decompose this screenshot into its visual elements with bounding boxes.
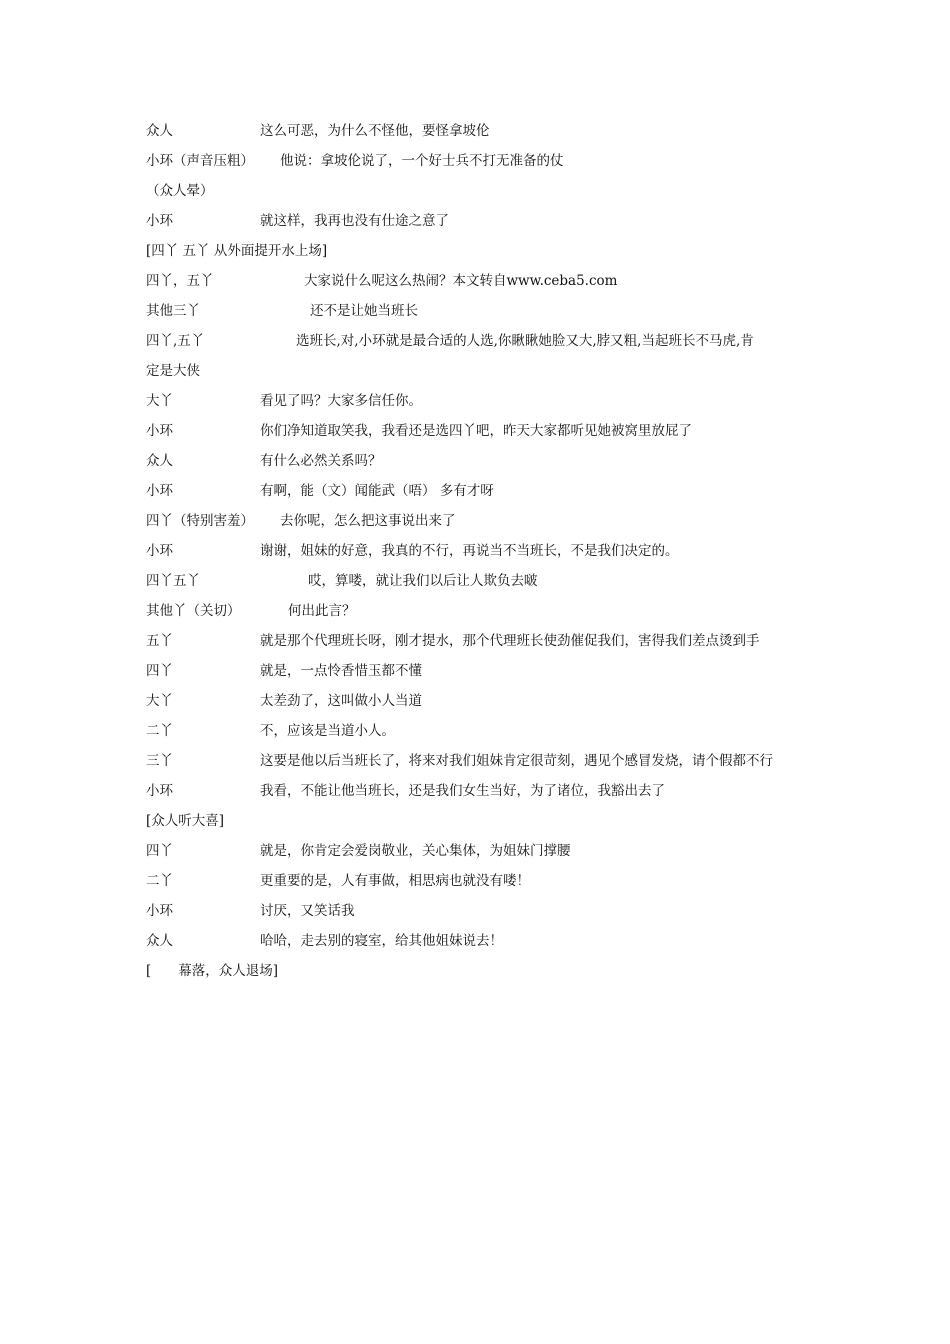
- speaker-name: 小环: [146, 543, 173, 559]
- dialogue-text: 还不是让她当班长: [310, 303, 418, 319]
- script-document: [146, 116, 826, 986]
- dialogue-line: [146, 476, 826, 506]
- dialogue-text: 就是那个代理班长呀，刚才提水，那个代理班长使劲催促我们，害得我们差点烫到手: [260, 633, 760, 649]
- dialogue-line: [146, 116, 826, 146]
- dialogue-text: 看见了吗？大家多信任你。: [260, 393, 422, 409]
- speaker-name: 其他三丫: [146, 303, 200, 319]
- speaker-name: 四丫（特别害羞）: [146, 513, 254, 529]
- stage-direction: [众人听大喜]: [146, 813, 225, 829]
- speaker-name: 五丫: [146, 633, 173, 649]
- dialogue-line: [146, 536, 826, 566]
- speaker-name: 大丫: [146, 693, 173, 709]
- dialogue-line: [146, 206, 826, 236]
- speaker-name: 四丫五丫: [146, 573, 200, 589]
- dialogue-text: 讨厌，又笑话我: [260, 903, 355, 919]
- dialogue-text: 就这样，我再也没有仕途之意了: [260, 213, 449, 229]
- dialogue-line: [146, 926, 826, 956]
- speaker-name: 三丫: [146, 753, 173, 769]
- speaker-name: 小环: [146, 213, 173, 229]
- dialogue-line: [146, 866, 826, 896]
- speaker-name: 小环: [146, 483, 173, 499]
- speaker-name: 其他丫（关切）: [146, 603, 241, 619]
- speaker-name: 众人: [146, 453, 173, 469]
- dialogue-text: 哈哈，走去别的寝室，给其他姐妹说去！: [260, 933, 503, 949]
- dialogue-line: [146, 896, 826, 926]
- dialogue-line: [146, 566, 826, 596]
- stage-direction: [四丫 五丫 从外面提开水上场]: [146, 243, 328, 259]
- speaker-name: 小环: [146, 903, 173, 919]
- dialogue-text: 谢谢，姐妹的好意，我真的不行，再说当不当班长，不是我们决定的。: [260, 543, 679, 559]
- dialogue-line: [146, 716, 826, 746]
- dialogue-text: 去你呢，怎么把这事说出来了: [280, 513, 456, 529]
- dialogue-line: [146, 266, 826, 296]
- dialogue-line: [146, 626, 826, 656]
- speaker-name: 四丫: [146, 663, 173, 679]
- speaker-name: 众人: [146, 933, 173, 949]
- dialogue-text: 就是，你肯定会爱岗敬业，关心集体，为姐妹门撑腰: [260, 843, 571, 859]
- dialogue-text: 更重要的是，人有事做，相思病也就没有喽！: [260, 873, 530, 889]
- stage-direction: （众人晕）: [146, 183, 214, 199]
- dialogue-text: 不，应该是当道小人。: [260, 723, 395, 739]
- dialogue-text: 有啊，能（文）闻能武（唔） 多有才呀: [260, 483, 494, 499]
- dialogue-line: [146, 146, 826, 176]
- dialogue-text: 这要是他以后当班长了，将来对我们姐妹肯定很苛刻，遇见个感冒发烧，请个假都不行: [260, 753, 773, 769]
- dialogue-line: [146, 416, 826, 446]
- stage-direction: [ 幕落，众人退场]: [146, 963, 279, 979]
- dialogue-line: [146, 596, 826, 626]
- dialogue-text: 太差劲了，这叫做小人当道: [260, 693, 422, 709]
- dialogue-line: [146, 446, 826, 476]
- dialogue-text: 哎，算喽，就让我们以后让人欺负去啵: [308, 573, 538, 589]
- dialogue-text: 选班长,对,小环就是最合适的人选,你瞅瞅她脸又大,脖又粗,当起班长不马虎,肯: [296, 333, 754, 349]
- dialogue-text: 这么可恶，为什么不怪他，要怪拿坡伦: [260, 123, 490, 139]
- speaker-name: 二丫: [146, 723, 173, 739]
- dialogue-line: [146, 386, 826, 416]
- dialogue-text: 就是，一点怜香惜玉都不懂: [260, 663, 422, 679]
- dialogue-line: [146, 506, 826, 536]
- dialogue-text: 我看，不能让他当班长，还是我们女生当好，为了诸位，我豁出去了: [260, 783, 665, 799]
- dialogue-text: 大家说什么呢这么热闹？本文转自www.ceba5.com: [304, 273, 618, 289]
- speaker-name: 四丫，五丫: [146, 273, 214, 289]
- dialogue-continuation: 定是大侠: [146, 363, 200, 379]
- dialogue-text: 你们净知道取笑我，我看还是选四丫吧，昨天大家都听见她被窝里放屁了: [260, 423, 692, 439]
- speaker-name: 众人: [146, 123, 173, 139]
- dialogue-line: [146, 836, 826, 866]
- dialogue-line: [146, 326, 826, 356]
- speaker-name: 大丫: [146, 393, 173, 409]
- speaker-name: 小环（声音压粗）: [146, 153, 254, 169]
- dialogue-line: [146, 686, 826, 716]
- dialogue-text: 何出此言？: [288, 603, 356, 619]
- dialogue-text: 有什么必然关系吗？: [260, 453, 382, 469]
- speaker-name: 四丫,五丫: [146, 333, 205, 349]
- dialogue-line: [146, 656, 826, 686]
- dialogue-line: [146, 296, 826, 326]
- speaker-name: 四丫: [146, 843, 173, 859]
- speaker-name: 二丫: [146, 873, 173, 889]
- dialogue-line: [146, 746, 826, 776]
- speaker-name: 小环: [146, 783, 173, 799]
- dialogue-line: [146, 776, 826, 806]
- dialogue-text: 他说：拿坡伦说了，一个好士兵不打无准备的仗: [280, 153, 564, 169]
- speaker-name: 小环: [146, 423, 173, 439]
